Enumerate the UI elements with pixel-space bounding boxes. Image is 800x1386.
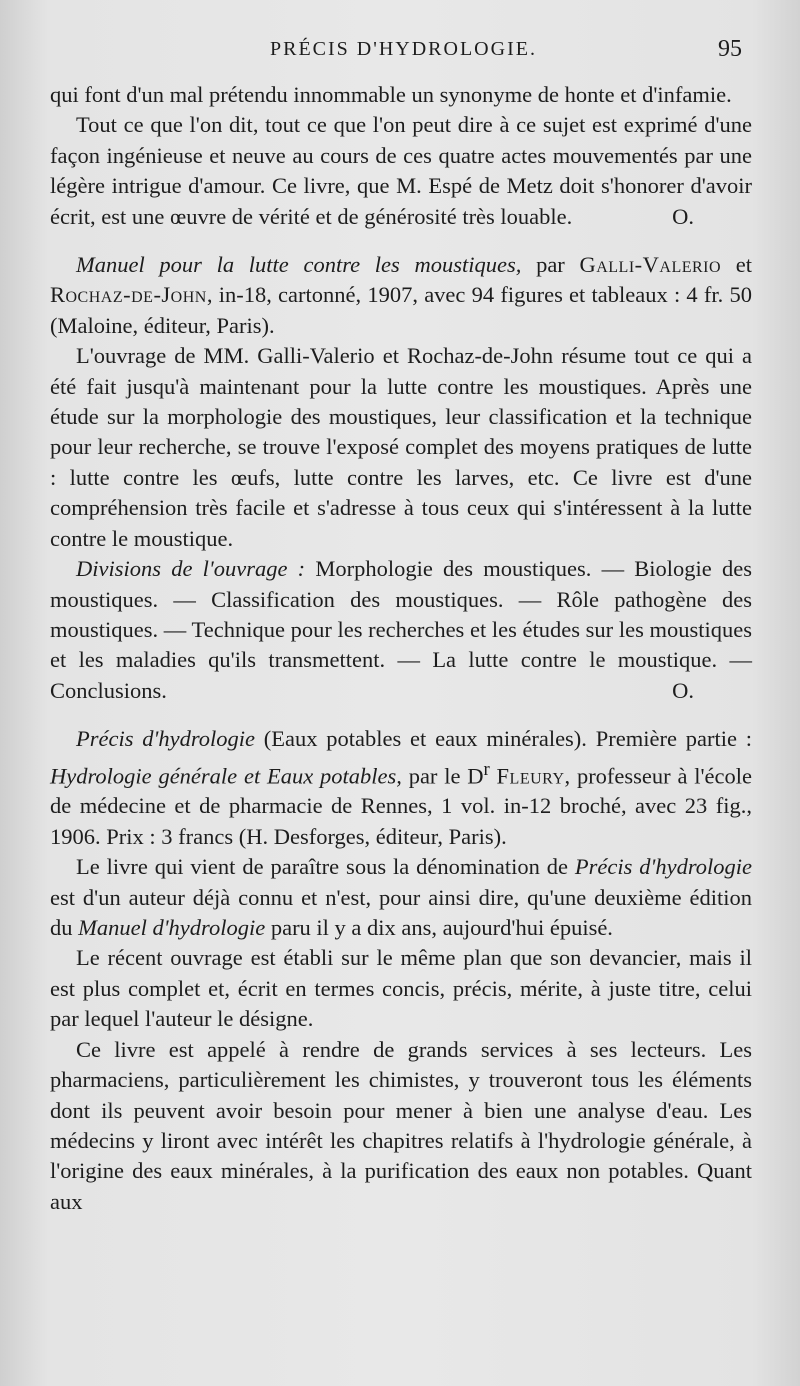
review3-p1-b: est d'un auteur déjà connu et n'est, pour ainsi dire, qu'une deuxième édition du [50, 884, 752, 941]
review1-signature: O. [672, 203, 694, 229]
review2-divisions [50, 554, 752, 706]
review3-details: , professeur à l'école de médecine et de pharmacie de Rennes, 1 vol. in-12 broché, avec 23 fig., 1906. Prix : 3 francs (H. Desforges, éditeur, Paris). [50, 763, 752, 849]
review3-p1-title: Précis d'hydrologie [574, 854, 752, 880]
review2-author1: Galli-Valerio [579, 252, 722, 278]
review3-p1-a: Le livre qui vient de paraître sous la dénomination de [76, 854, 575, 880]
page-number: 95 [718, 36, 742, 62]
continuation-paragraph: qui font d'un mal prétendu innommable un synonyme de honte et d'infamie. [50, 82, 732, 107]
review3-p1-title2: Manuel d'hydrologie [78, 915, 266, 941]
review2-title: Manuel pour la lutte contre les moustiques, [76, 252, 522, 278]
review2-author2: Rochaz-de-John [50, 282, 207, 308]
divisions-label: Divisions de l'ouvrage : [76, 556, 306, 582]
review3-paragraph-1 [50, 852, 752, 943]
review3-dr-sup: r [483, 758, 490, 780]
review3-paragraph-2: Le récent ouvrage est établi sur le même plan que son devancier, mais il est plus complet et, écrit en termes concis, précis, mérite, à juste titre, celui par lequel l'auteur le désigne. [50, 945, 752, 1032]
body-text [50, 80, 752, 1217]
review3-paragraph-3: Ce livre est appelé à rendre de grands services à ses lecteurs. Les pharmaciens, particulièrement les chimistes, y trouveront tous les éléments dont ils peuvent avoir besoin pour mener à bien une analyse d'eau. Les médecins y liront avec intérêt les chapitres relatifs à l'hydrologie générale, à l'origine des eaux minérales, à la purification des eaux non potables. Quant aux [50, 1036, 752, 1214]
running-title: PRÉCIS D'HYDROLOGIE. [270, 38, 537, 60]
review1-text: Tout ce que l'on dit, tout ce que l'on peut dire à ce sujet est exprimé d'une façon ingénieuse et neuve au cours de ces quatre actes mouvementés par une légère intrigue d'amour. Ce livre, que M. Espé de Metz doit s'honorer d'avoir écrit, est une œuvre de vérité et de générosité très louable. [50, 112, 752, 229]
page-header [50, 28, 752, 80]
review2-paragraph: L'ouvrage de MM. Galli-Valerio et Rochaz-de-John résume tout ce qui a été fait jusqu'à maintenant pour la lutte contre les moustiques. Après une étude sur la morphologie des moustiques, leur classification et la technique pour leur recherche, se trouve l'exposé complet des moyens pratiques de lutte : lutte contre les œufs, lutte contre les larves, etc. Ce livre est d'une compréhension très facile et s'adresse à tous ceux qui s'intéressent à la lutte contre le moustique. [50, 343, 752, 551]
review3-citation [50, 724, 752, 852]
review1-paragraph [50, 110, 752, 232]
review2-details: , in-18, cartonné, 1907, avec 94 figures et tableaux : 4 fr. 50 (Maloine, éditeur, Paris). [50, 282, 752, 338]
divisions-text: Morphologie des moustiques. — Biologie des moustiques. — Classification des moustiques. — Rôle pathogène des moustiques. — Technique pour les recherches et les études sur les moustiques et les maladies qu'ils transmettent. — La lutte contre le moustique. — Conclusions. [50, 556, 752, 703]
review3-author: Fleury [496, 763, 565, 789]
review2-by: par [521, 252, 580, 278]
section-gap [50, 232, 752, 250]
review2-citation [50, 250, 752, 341]
review3-title: Précis d'hydrologie [76, 726, 255, 752]
review3-part-title: Hydrologie générale et Eaux potables, [50, 763, 402, 789]
review3-by: par le D [401, 763, 484, 789]
review3-p1-c: paru il y a dix ans, aujourd'hui épuisé. [265, 915, 613, 941]
review2-signature: O. [672, 677, 694, 703]
section-gap [50, 706, 752, 724]
review3-subtitle: (Eaux potables et eaux minérales). Première partie : [254, 726, 752, 752]
review2-and: et [721, 252, 752, 278]
